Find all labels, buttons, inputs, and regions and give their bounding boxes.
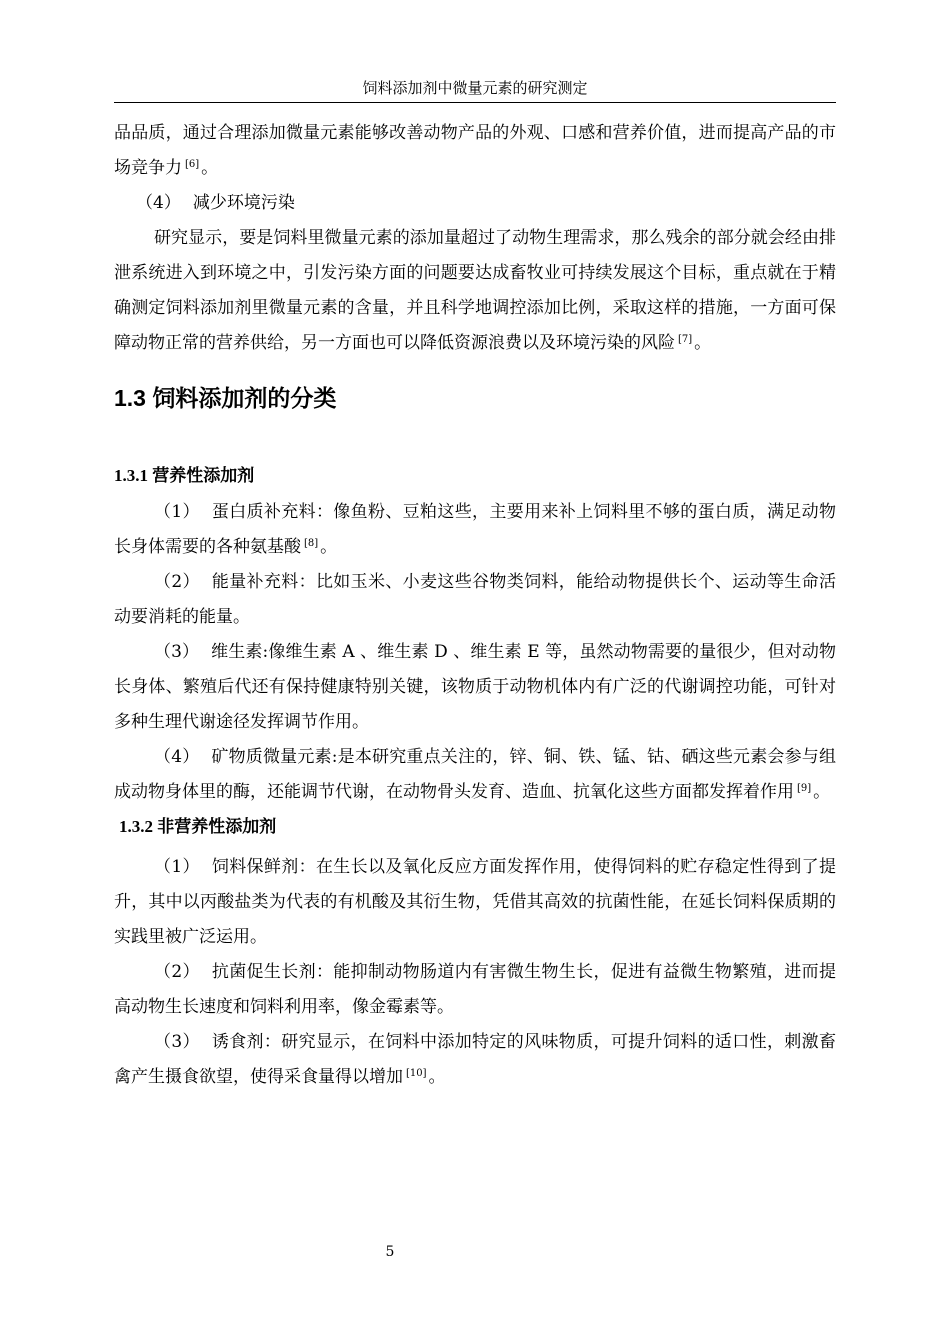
page-number: 5 (385, 1244, 395, 1260)
list-item: （1） 蛋白质补充料：像鱼粉、豆粕这些，主要用来补上饲料里不够的蛋白质，满足动物长身体需要的各种氨基酸 [8] 。 (114, 502, 836, 557)
citation: [9] (797, 783, 812, 794)
section-heading: 1.3 饲料添加剂的分类 (114, 385, 337, 411)
subsection-heading: 1.3.1 营养性添加剂 (114, 466, 255, 485)
citation: [6] (185, 159, 200, 170)
subsection-heading: 1.3.2 非营养性添加剂 (119, 817, 277, 836)
list-item: （3） 维生素:像维生素 A 、维生素 D 、维生素 E 等，虽然动物需要的量很少，但对动物长身体、繁殖后代还有保持健康特别关键，该物质于动物机体内有广泛的代谢调控功能，可针对多种生理代谢途径发挥调节作用。 (114, 642, 836, 732)
citation: [7] (678, 334, 693, 345)
citation: [8] (304, 538, 319, 549)
running-header: 饲料添加剂中微量元素的研究测定 (362, 79, 588, 97)
list-item: （1） 饲料保鲜剂：在生长以及氧化反应方面发挥作用，使得饲料的贮存稳定性得到了提升，其中以丙酸盐类为代表的有机酸及其衍生物，凭借其高效的抗菌性能，在延长饲料保质期的实践里被广泛运用。 (114, 857, 836, 947)
paragraph: 研究显示，要是饲料里微量元素的添加量超过了动物生理需求，那么残余的部分就会经由排泄系统进入到环境之中，引发污染方面的问题要达成畜牧业可持续发展这个目标，重点就在于精确测定饲料添加剂里微量元素的含量，并且科学地调控添加比例，采取这样的措施，一方面可保障动物正常的营养供给，另一方面也可以降低资源浪费以及环境污染的风险 [7] 。 (114, 228, 836, 353)
list-item: （3） 诱食剂：研究显示，在饲料中添加特定的风味物质，可提升饲料的适口性，刺激畜禽产生摄食欲望，使得采食量得以增加 [10] 。 (114, 1032, 836, 1087)
list-item: （2） 抗菌促生长剂：能抑制动物肠道内有害微生物生长，促进有益微生物繁殖，进而提高动物生长速度和饲料利用率，像金霉素等。 (114, 962, 836, 1017)
list-item: （4） 减少环境污染 (136, 193, 295, 213)
list-item: （2） 能量补充料：比如玉米、小麦这些谷物类饲料，能给动物提供长个、运动等生命活动要消耗的能量。 (114, 572, 836, 627)
citation: [10] (406, 1068, 427, 1079)
list-item: （4） 矿物质微量元素:是本研究重点关注的，锌、铜、铁、锰、钴、硒这些元素会参与组成动物身体里的酶，还能调节代谢，在动物骨头发育、造血、抗氧化这些方面都发挥着作用 [9] 。 (114, 747, 836, 802)
paragraph: 品品质，通过合理添加微量元素能够改善动物产品的外观、口感和营养价值，进而提高产品的市场竞争力 [6] 。 (114, 123, 836, 178)
page-body (114, 116, 836, 1095)
header-rule (114, 102, 836, 103)
